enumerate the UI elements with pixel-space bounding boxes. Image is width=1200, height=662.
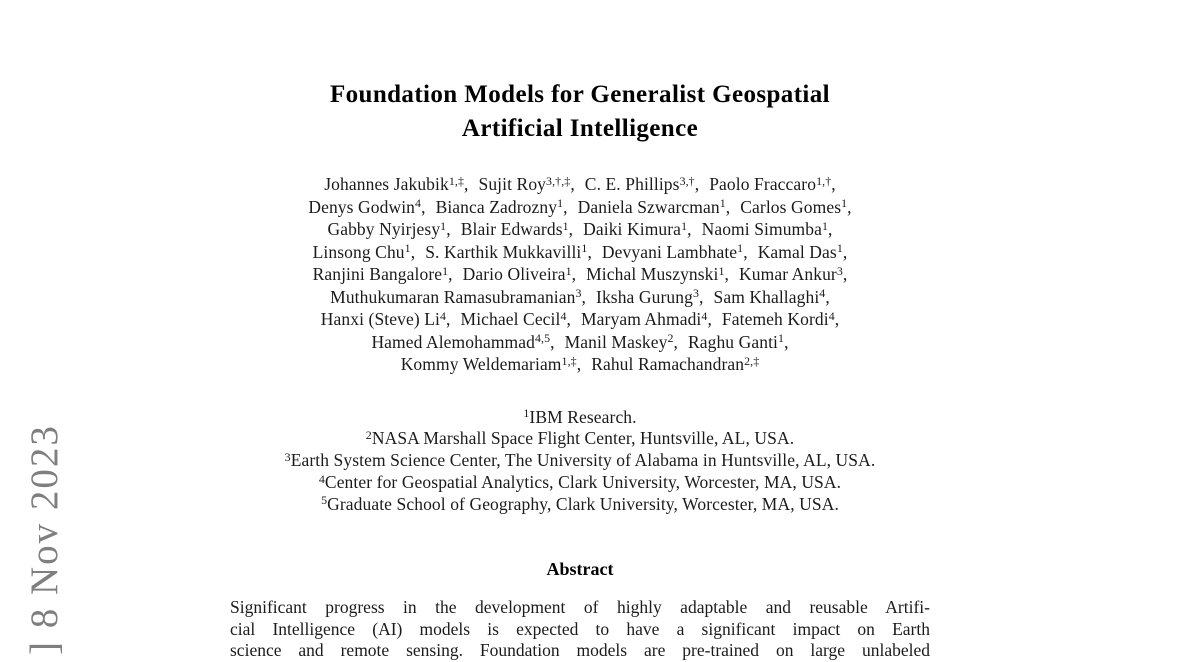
affiliation-superscript: 4 bbox=[318, 471, 325, 486]
author-name: Manil Maskey bbox=[564, 331, 668, 352]
author-name: Hanxi (Steve) Li bbox=[320, 309, 440, 329]
author-superscript: 1 bbox=[581, 241, 588, 256]
author: Linsong Chu$^1$, bbox=[312, 241, 416, 262]
author: Bianca Zadrozny$^1$, bbox=[435, 196, 568, 217]
author: Hanxi (Steve) Li$^4$, bbox=[320, 308, 451, 329]
author-name: Kommy Weldemariam bbox=[400, 354, 562, 374]
author-line bbox=[200, 218, 960, 241]
author-name: Dario Oliveira bbox=[462, 264, 566, 284]
author-superscript: 1 bbox=[719, 196, 726, 211]
author: Ranjini Bangalore$^1$, bbox=[312, 263, 453, 284]
author: Naomi Simumba$^1$, bbox=[701, 218, 833, 239]
author: Daiki Kimura$^1$, bbox=[583, 218, 692, 239]
author-superscript: 1 bbox=[841, 196, 848, 211]
author: Hamed Alemohammad$^{4,5}$, bbox=[371, 331, 555, 352]
author: C. E. Phillips$^{3,\dagger}$, bbox=[584, 173, 700, 194]
author-name: Paolo Fraccaro bbox=[709, 174, 817, 194]
author-list bbox=[200, 173, 960, 376]
author-line bbox=[200, 331, 960, 354]
paper-title-line: Foundation Models for Generalist Geospatial bbox=[329, 81, 831, 108]
author-superscript: 4,5 bbox=[534, 331, 551, 346]
author-line bbox=[200, 173, 960, 196]
author: Carlos Gomes$^1$, bbox=[740, 196, 852, 217]
author: Johannes Jakubik$^{1,\ddagger}$, bbox=[324, 173, 469, 194]
author-name: Naomi Simumba bbox=[701, 219, 822, 239]
author-superscript: 4 bbox=[701, 308, 708, 323]
author: Kumar Ankur$^3$, bbox=[739, 263, 848, 284]
author: Iksha Gurung$^3$, bbox=[596, 286, 704, 307]
abstract-line: Significant progress in the development of highly adaptable and reusable Artifi- bbox=[230, 597, 930, 618]
author-superscript: 1 bbox=[821, 218, 829, 233]
author: Kommy Weldemariam$^{1,\ddagger}$, bbox=[400, 353, 582, 374]
author-name: Carlos Gomes bbox=[740, 196, 842, 217]
affiliation-line: $^3$Earth System Science Center, The University of Alabama in Huntsville, AL, USA. bbox=[284, 449, 876, 471]
author-name: Fatemeh Kordi bbox=[721, 309, 829, 329]
author: Sujit Roy$^{3,\dagger,\ddagger}$, bbox=[478, 173, 575, 194]
author-name: Muthukumaran Ramasubramanian bbox=[330, 286, 576, 307]
author: Sam Khallaghi$^4$, bbox=[713, 286, 830, 307]
author-superscript: 4 bbox=[819, 286, 826, 301]
author-superscript: 4 bbox=[415, 196, 422, 211]
author-name: C. E. Phillips bbox=[584, 174, 680, 194]
author-superscript: 1,† bbox=[816, 173, 832, 188]
author-superscript: 1 bbox=[778, 331, 785, 346]
author-superscript: 4 bbox=[828, 308, 835, 323]
author: Michal Muszynski$^1$, bbox=[586, 263, 730, 284]
author-name: Sam Khallaghi bbox=[713, 286, 820, 307]
author: Manil Maskey$^2$, bbox=[564, 331, 678, 352]
author-superscript: 1,‡ bbox=[448, 173, 465, 188]
author-name: Rahul Ramachandran bbox=[591, 354, 745, 374]
affiliation-superscript: 2 bbox=[365, 427, 372, 442]
paper-content bbox=[200, 0, 960, 662]
author-name: Michal Muszynski bbox=[586, 264, 719, 284]
author-name: Maryam Ahmadi bbox=[581, 309, 702, 329]
author-name: Devyani Lambhate bbox=[601, 241, 738, 262]
author-superscript: 3,† bbox=[679, 173, 695, 188]
author: Dario Oliveira$^1$, bbox=[462, 263, 577, 284]
author-name: Gabby Nyirjesy bbox=[327, 219, 441, 239]
author-superscript: 1 bbox=[718, 263, 725, 278]
author-name: Bianca Zadrozny bbox=[435, 196, 558, 217]
author-superscript: 1 bbox=[404, 241, 411, 256]
affiliation-line: $^2$NASA Marshall Space Flight Center, Huntsville, AL, USA. bbox=[365, 427, 795, 449]
abstract-line: science and remote sensing. Foundation models are pre-trained on large unlabeled bbox=[230, 640, 930, 661]
author-superscript: 2,‡ bbox=[744, 353, 760, 368]
author-superscript: 1 bbox=[737, 241, 744, 256]
author: Daniela Szwarcman$^1$, bbox=[577, 196, 731, 217]
author-superscript: 3,†,‡ bbox=[546, 173, 571, 188]
author-superscript: 4 bbox=[440, 308, 447, 323]
author-name: Kamal Das bbox=[757, 241, 837, 262]
abstract-heading: Abstract bbox=[546, 559, 614, 580]
author bbox=[591, 354, 759, 374]
author: Michael Cecil$^4$, bbox=[460, 308, 572, 329]
affiliation-superscript: 3 bbox=[284, 449, 291, 464]
author-superscript: 3 bbox=[836, 263, 843, 278]
affiliation-line: $^4$Center for Geospatial Analytics, Clark University, Worcester, MA, USA. bbox=[318, 471, 842, 492]
paper-title bbox=[200, 78, 960, 146]
author-name: Ranjini Bangalore bbox=[312, 264, 443, 284]
author: Denys Godwin$^4$, bbox=[308, 196, 426, 217]
author-name: Linsong Chu bbox=[312, 241, 405, 262]
affiliation-superscript: 5 bbox=[321, 493, 328, 508]
author: S. Karthik Mukkavilli$^1$, bbox=[425, 241, 592, 262]
author: Muthukumaran Ramasubramanian$^3$, bbox=[330, 286, 587, 307]
author-name: S. Karthik Mukkavilli bbox=[425, 241, 582, 262]
affiliation-line: $^1$IBM Research. bbox=[523, 406, 637, 427]
author-superscript: 3 bbox=[575, 286, 582, 301]
author-name: Raghu Ganti bbox=[687, 331, 779, 352]
author-superscript: 2 bbox=[667, 331, 674, 346]
arxiv-watermark: ] 8 Nov 2023 bbox=[23, 424, 66, 655]
author: Raghu Ganti$^1$, bbox=[687, 331, 789, 352]
affiliation-line: $^5$Graduate School of Geography, Clark University, Worcester, MA, USA. bbox=[321, 493, 839, 514]
author-line bbox=[200, 241, 960, 264]
author: Gabby Nyirjesy$^1$, bbox=[327, 218, 451, 239]
author-name: Johannes Jakubik bbox=[324, 174, 449, 194]
author-name: Kumar Ankur bbox=[739, 264, 837, 284]
author-superscript: 1 bbox=[681, 218, 688, 233]
author-line bbox=[200, 308, 960, 331]
author-line bbox=[200, 286, 960, 309]
author: Kamal Das$^1$, bbox=[757, 241, 848, 262]
author-line bbox=[200, 263, 960, 286]
author-name: Michael Cecil bbox=[460, 309, 561, 329]
abstract-text bbox=[230, 597, 930, 662]
author-superscript: 3 bbox=[692, 286, 700, 301]
affiliation-list bbox=[200, 407, 960, 516]
author-superscript: 1,‡ bbox=[561, 353, 577, 368]
author-superscript: 4 bbox=[560, 308, 567, 323]
abstract-line: cial Intelligence (AI) models is expected to have a significant impact on Earth bbox=[230, 618, 930, 639]
author-name: Hamed Alemohammad bbox=[371, 331, 535, 352]
author-superscript: 1 bbox=[557, 196, 564, 211]
author-name: Daiki Kimura bbox=[583, 219, 682, 239]
author-line bbox=[200, 353, 960, 376]
author-line bbox=[200, 196, 960, 219]
author-name: Blair Edwards bbox=[460, 219, 563, 239]
author-superscript: 1 bbox=[565, 263, 572, 278]
affiliation-superscript: 1 bbox=[523, 406, 530, 421]
author-name: Sujit Roy bbox=[478, 174, 547, 194]
author-superscript: 1 bbox=[440, 218, 447, 233]
author: Devyani Lambhate$^1$, bbox=[601, 241, 748, 262]
author-superscript: 1 bbox=[442, 263, 449, 278]
author-name: Denys Godwin bbox=[308, 196, 416, 217]
author: Blair Edwards$^1$, bbox=[460, 218, 574, 239]
author-name: Daniela Szwarcman bbox=[577, 196, 720, 217]
author-superscript: 1 bbox=[836, 241, 843, 256]
author-name: Iksha Gurung bbox=[596, 286, 693, 307]
author: Fatemeh Kordi$^4$, bbox=[721, 308, 840, 329]
author-superscript: 1 bbox=[562, 218, 569, 233]
author: Maryam Ahmadi$^4$, bbox=[581, 308, 712, 329]
paper-title-line: Artificial Intelligence bbox=[461, 115, 699, 142]
author: Paolo Fraccaro$^{1,\dagger}$, bbox=[709, 173, 836, 194]
